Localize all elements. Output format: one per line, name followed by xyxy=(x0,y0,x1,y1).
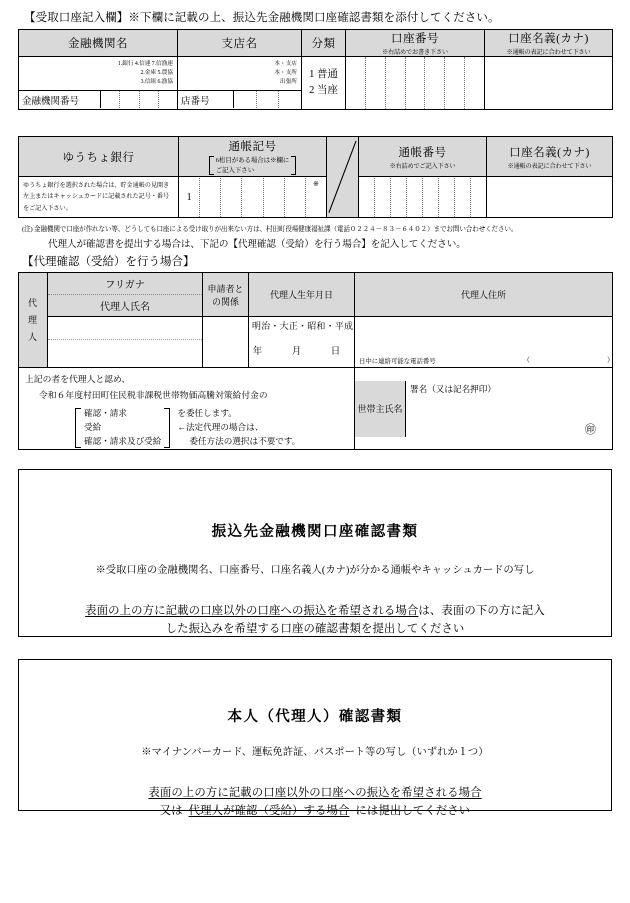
bank-table-header-row xyxy=(19,30,613,57)
identity-doc-body-line2 xyxy=(19,802,611,820)
passbook-symbol-digit-boxes[interactable] xyxy=(179,178,326,217)
passbook-number-cell[interactable] xyxy=(359,177,487,218)
delegation-choices[interactable] xyxy=(19,403,354,449)
category-cell[interactable]: 1 普通 2 当座 xyxy=(302,57,346,110)
branch-name-input-cell[interactable] xyxy=(178,57,302,91)
daytime-phone-row[interactable]: 日中に連絡可能な電話番号 （ ） xyxy=(359,356,628,366)
seal-icon: ㊞ xyxy=(585,423,596,436)
digit-box[interactable] xyxy=(120,91,139,108)
yucho-instruction-text: ゆうちょ銀行を選択された場合は、貯金通帳の見開き 左上またはキャッシュカードに記載された記号・番号 をご記入下さい。 xyxy=(23,182,170,212)
agent-address-input-cell[interactable] xyxy=(355,317,628,368)
transfer-doc-body-underlined: 表面の上の方に記載の口座以外の口座への振込を希望される場合 xyxy=(85,604,419,617)
branch-code-digit-boxes[interactable] xyxy=(233,91,301,108)
identity-doc-title: 本人（代理人）確認書類 xyxy=(227,708,403,725)
bank-table-entry-row xyxy=(19,57,613,91)
passbook-number-digit-boxes[interactable] xyxy=(359,178,486,217)
transfer-doc-title: 振込先金融機関口座確認書類 xyxy=(211,523,419,540)
digit-box[interactable] xyxy=(242,178,263,217)
digit-box[interactable] xyxy=(200,178,221,217)
passbook-symbol-note: 6桁目がある場合は※欄に ご記入下さい xyxy=(209,156,297,175)
digit-box[interactable] xyxy=(285,178,306,217)
digit-box[interactable] xyxy=(439,178,455,217)
header-category: 分類 xyxy=(302,30,346,57)
diagonal-strike-cell xyxy=(327,137,359,218)
header-birthdate: 代理人生年月日 xyxy=(249,273,355,317)
digit-box[interactable] xyxy=(471,178,486,217)
account-number-digit-boxes[interactable] xyxy=(346,57,484,109)
digit-box[interactable] xyxy=(221,178,242,217)
digit-box[interactable] xyxy=(279,91,301,108)
consent-text: 上記の者を代理人と認め、 令和６年度村田町住民税非課税世帯物価高騰対策給付金の xyxy=(25,374,268,400)
delegation-explanation: を委任します。 ←法定代理の場合は、 委任方法の選択は不要です。 xyxy=(177,408,301,447)
institution-code-cell[interactable]: 金融機関番号 xyxy=(19,90,178,110)
digit-box[interactable] xyxy=(234,91,257,108)
agent-instruction-note: 代理人が確認書を提出する場合は、下記の【代理確認（受給）を行う場合】を記入してください。 xyxy=(48,239,466,251)
account-number-cell[interactable] xyxy=(346,57,485,110)
choice-confirm-claim-receive[interactable]: 確認・請求及び受給 xyxy=(84,436,162,447)
header-passbook-symbol: 通帳記号 6桁目がある場合は※欄に ご記入下さい xyxy=(179,137,327,177)
consent-statement-cell xyxy=(19,368,355,450)
digit-box[interactable] xyxy=(407,178,423,217)
signature-area[interactable]: 署名（又は記名押印） ㊞ xyxy=(406,381,613,437)
transfer-doc-subtitle: ※受取口座の金融機関名、口座番号、口座名義人(カナ)が分かる通帳やキャッシュカードの写し xyxy=(95,564,535,576)
header-account-number: 口座番号 ※右詰めでお書き下さい xyxy=(346,30,485,57)
header-institution-name: 金融機関名 xyxy=(19,30,178,57)
agent-header-row xyxy=(19,273,613,317)
transfer-account-document-box xyxy=(18,469,612,637)
receiving-account-heading: 【受取口座記入欄】※下欄に記載の上、振込先金融機関口座確認書類を添付してください。 xyxy=(24,12,500,24)
yucho-header-row xyxy=(19,137,613,177)
digit-box[interactable] xyxy=(159,91,177,108)
yucho-holder-cell[interactable] xyxy=(487,177,613,218)
digit-box-marker[interactable]: ※ xyxy=(312,179,319,188)
digit-box[interactable] xyxy=(140,91,159,108)
digit-box[interactable] xyxy=(406,57,426,109)
digit-box[interactable] xyxy=(346,57,366,109)
identity-doc-suffix: には提出してください xyxy=(355,805,471,818)
header-passbook-number: 通帳番号 ※右詰めでご記入下さい xyxy=(359,137,487,177)
passbook-symbol-cell[interactable] xyxy=(179,177,327,218)
digit-box[interactable] xyxy=(366,57,386,109)
identity-doc-underlined: 代理人が確認（受給）する場合 xyxy=(188,805,350,818)
contact-note: (注) 金融機関で口座が作れない等、どうしても口座による受け取りが出来ない方は、村田町役場健康福祉課（電話０２２４－８３－６４０２）までお問い合わせください。 xyxy=(22,226,518,234)
identity-document-box xyxy=(18,659,612,818)
consent-row xyxy=(19,368,613,450)
relation-input-cell[interactable] xyxy=(203,317,249,368)
digit-box[interactable] xyxy=(375,178,391,217)
digit-box[interactable] xyxy=(257,91,280,108)
digit-box[interactable] xyxy=(455,178,471,217)
digit-box[interactable] xyxy=(101,91,120,108)
institution-name-input-cell[interactable] xyxy=(19,57,178,91)
identity-doc-body xyxy=(19,758,611,821)
diagonal-line-icon xyxy=(327,139,358,215)
yucho-bank-table xyxy=(18,136,613,218)
agent-section-title: 【代理確認（受給）を行う場合】 xyxy=(22,256,195,269)
institution-type-codes: 1.銀行 4.信連 7.信漁連 2.金庫 5.農協 3.信組 6.漁協 xyxy=(117,61,173,85)
yucho-bank-label: ゆうちょ銀行 xyxy=(19,137,179,177)
header-relation: 申請者と の関係 xyxy=(203,273,249,317)
digit-box[interactable] xyxy=(465,57,484,109)
bank-account-table xyxy=(18,29,613,110)
digit-box[interactable] xyxy=(445,57,465,109)
choice-receive[interactable]: 受給 xyxy=(84,422,102,433)
householder-signature-cell xyxy=(355,368,613,450)
digit-box[interactable] xyxy=(264,178,285,217)
yucho-entry-row xyxy=(19,177,613,218)
identity-doc-prefix: 又は xyxy=(159,805,183,818)
header-yucho-holder: 口座名義(カナ) ※通帳の表記に合わせて下さい xyxy=(487,137,613,177)
identity-doc-body-line1: 表面の上の方に記載の口座以外の口座への振込を希望される場合 xyxy=(148,786,482,799)
furigana-input[interactable] xyxy=(48,317,202,340)
institution-code-digit-boxes[interactable] xyxy=(100,91,177,108)
transfer-doc-body xyxy=(19,576,611,639)
header-account-holder: 口座名義(カナ) ※通帳の表記に合わせて下さい xyxy=(485,30,613,57)
agent-name-input[interactable] xyxy=(48,340,202,367)
transfer-doc-body-line2: した振込みを希望する口座の確認書類を提出してください xyxy=(165,623,465,636)
agent-confirmation-table xyxy=(18,272,628,450)
branch-code-cell[interactable]: 店番号 xyxy=(178,90,302,110)
digit-box-prefilled: 1 xyxy=(179,178,200,217)
birthdate-input-cell[interactable]: 明治・大正・昭和・平成 年 月 日 xyxy=(249,317,355,368)
transfer-doc-body-rest: は、表面の下の方に記入 xyxy=(418,604,545,617)
branch-kind-options: 本・支店 本・支所 出張所 xyxy=(274,61,297,85)
choice-bracket-group[interactable] xyxy=(75,407,170,449)
digit-box[interactable] xyxy=(423,178,439,217)
agent-side-label: 代 理 人 xyxy=(19,273,48,368)
digit-box[interactable] xyxy=(359,178,375,217)
householder-name-label: 世帯主氏名 xyxy=(355,381,406,437)
yucho-instruction-cell xyxy=(19,177,179,218)
header-branch-name: 支店名 xyxy=(178,30,302,57)
header-agent-address: 代理人住所 xyxy=(355,273,613,317)
agent-entry-row xyxy=(19,317,613,368)
choice-confirm-claim[interactable]: 確認・請求 xyxy=(84,408,127,419)
agent-name-input-cell[interactable] xyxy=(48,317,203,368)
phone-parentheses: （ ） xyxy=(523,356,628,365)
digit-box[interactable] xyxy=(391,178,407,217)
digit-box[interactable] xyxy=(425,57,445,109)
account-holder-cell[interactable] xyxy=(485,57,613,110)
header-furigana-name: フリガナ 代理人氏名 xyxy=(48,273,203,317)
identity-doc-subtitle: ※マイナンバーカード、運転免許証、パスポート等の写し（いずれか１つ） xyxy=(141,746,489,758)
digit-box[interactable] xyxy=(386,57,406,109)
